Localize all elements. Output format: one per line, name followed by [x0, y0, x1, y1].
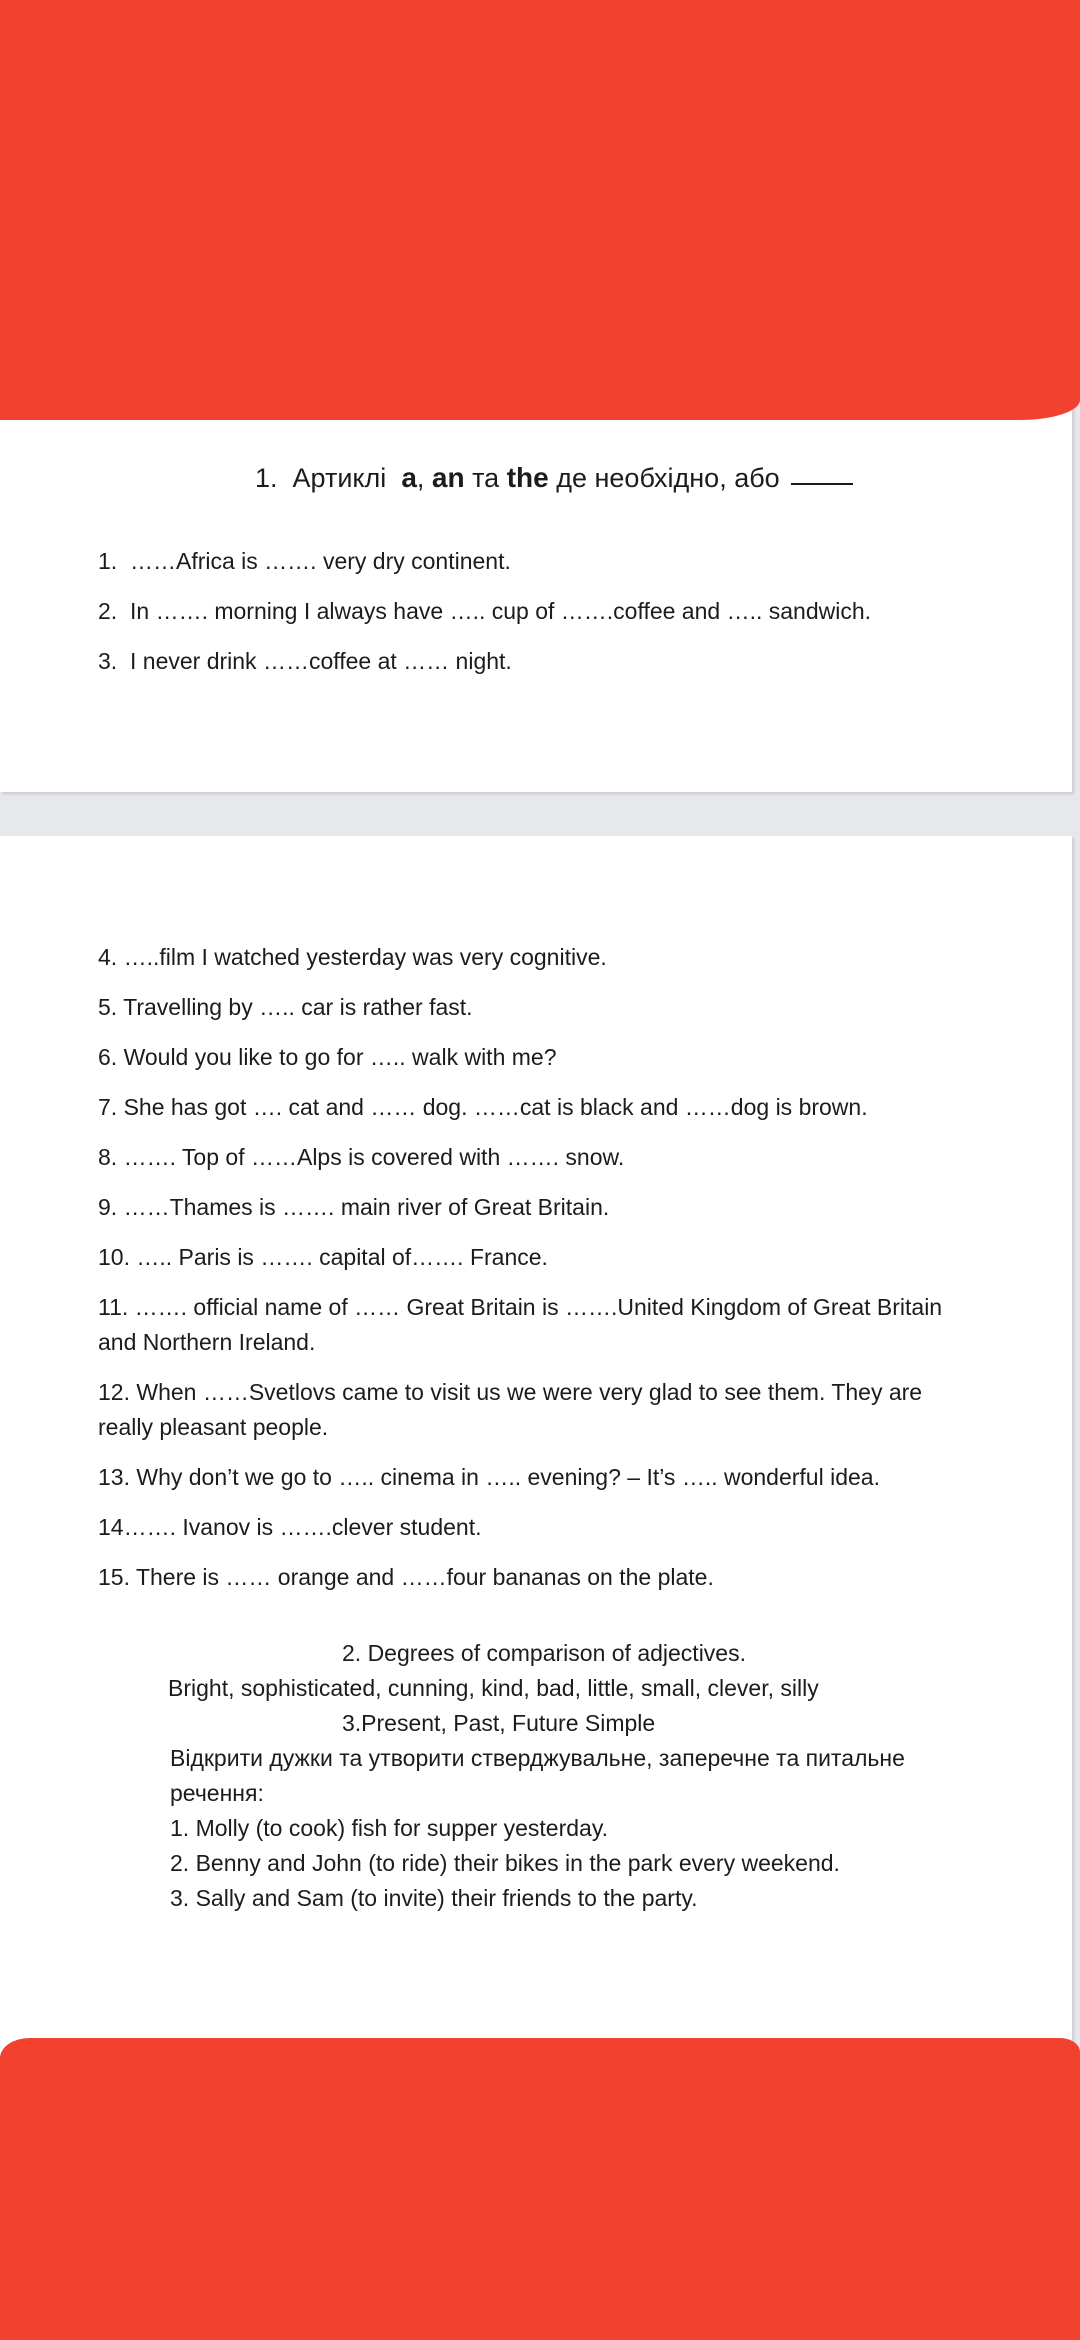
- exercise-item: 11. ……. official name of …… Great Britain is …….United Kingdom of Great Britain and Northern Ireland.: [98, 1294, 943, 1355]
- exercise-item: 6. Would you like to go for ….. walk with me?: [98, 1044, 557, 1070]
- exercise-item: 9. ……Thames is ……. main river of Great Britain.: [98, 1194, 610, 1220]
- worksheet-page-1: [0, 380, 1072, 792]
- exercise-item: 4. …..film I watched yesterday was very cognitive.: [98, 944, 607, 970]
- section-3-title: 3.Present, Past, Future Simple: [342, 1710, 656, 1736]
- exercise-list-page-1: [98, 544, 871, 694]
- exercise-text: In ……. morning I always have ….. cup of …….coffee and ….. sandwich.: [130, 598, 872, 624]
- heading-suffix: де необхідно, або: [556, 463, 780, 493]
- section-3-item: 2. Benny and John (to ride) their bikes in the park every weekend.: [170, 1850, 840, 1876]
- exercise-item: 8. ……. Top of ……Alps is covered with ……. snow.: [98, 1144, 625, 1170]
- heading-prefix: Артиклі: [292, 463, 387, 493]
- exercise-text: ……Africa is ……. very dry continent.: [130, 548, 511, 574]
- worksheet-page-2: [0, 836, 1072, 2066]
- heading-number: 1.: [255, 463, 278, 493]
- article-the: the: [506, 462, 549, 493]
- exercise-item: 15. There is …… orange and ……four bananas on the plate.: [98, 1564, 714, 1590]
- exercise-item: 12. When ……Svetlovs came to visit us we were very glad to see them. They are really pleasant people.: [98, 1379, 923, 1440]
- section-2-word-list: Bright, sophisticated, cunning, kind, bad, little, small, clever, silly: [168, 1675, 819, 1701]
- exercise-number: 2.: [98, 598, 118, 624]
- exercise-number: 1.: [98, 548, 118, 574]
- exercise-text: I never drink ……coffee at …… night.: [130, 648, 512, 674]
- heading-mid: та: [472, 463, 500, 493]
- section-1-heading: 1. Артиклі a, an та the де необхідно, або: [255, 462, 853, 494]
- exercise-item: 10. ….. Paris is ……. capital of……. France.: [98, 1244, 548, 1270]
- redaction-scribble-bottom: [0, 2038, 1080, 2340]
- exercise-item: 5. Travelling by ….. car is rather fast.: [98, 994, 473, 1020]
- section-3-item: 3. Sally and Sam (to invite) their friends to the party.: [170, 1885, 698, 1911]
- exercise-item: [98, 544, 871, 579]
- section-2-title: 2. Degrees of comparison of adjectives.: [342, 1640, 746, 1666]
- exercise-item: 13. Why don’t we go to ….. cinema in ….. evening? – It’s ….. wonderful idea.: [98, 1464, 880, 1490]
- exercise-item: 14……. Ivanov is …….clever student.: [98, 1514, 482, 1540]
- exercise-item: [98, 594, 871, 629]
- exercise-number: 3.: [98, 648, 118, 674]
- article-a: a: [401, 462, 417, 493]
- section-3-instruction: Відкрити дужки та утворити стверджувальне, заперечне та питальне речення:: [170, 1745, 905, 1806]
- exercise-list-page-2: [98, 940, 978, 1610]
- answer-blank: [791, 483, 853, 485]
- redaction-scribble-top: [0, 0, 1080, 420]
- article-an: an: [431, 462, 465, 493]
- exercise-item: [98, 644, 871, 679]
- section-3-list: [170, 1811, 840, 1916]
- exercise-item: 7. She has got …. cat and …… dog. ……cat is black and ……dog is brown.: [98, 1094, 868, 1120]
- section-3-item: 1. Molly (to cook) fish for supper yesterday.: [170, 1815, 609, 1841]
